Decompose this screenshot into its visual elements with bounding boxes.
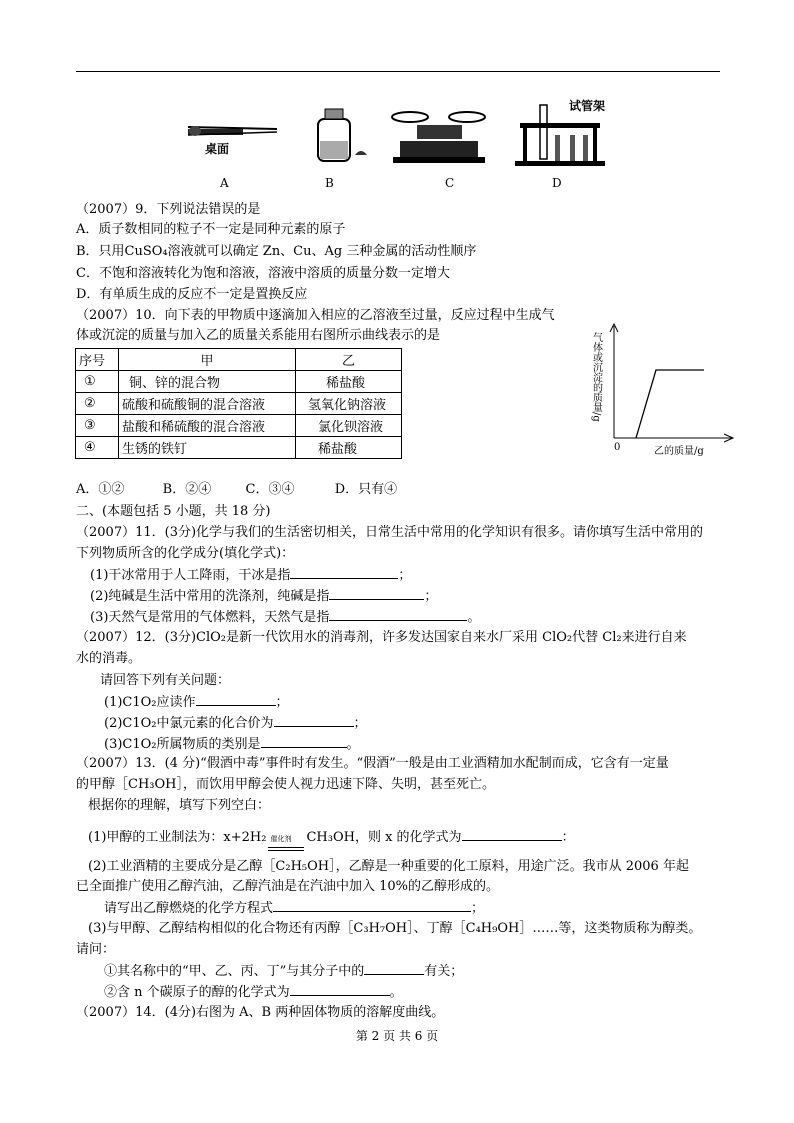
q10-options bbox=[76, 481, 397, 499]
q10-stem-2: 体或沉淀的质量与加入乙的质量关系能用右图所示曲线表示的是 bbox=[76, 328, 441, 343]
figure-label-d: D bbox=[552, 176, 562, 190]
q13-item-2-line-2: 已全面推广使用乙醇汽油，乙醇汽油是在汽油中加入 10%的乙醇形成的。 bbox=[76, 879, 500, 894]
q13-item-2-line-3 bbox=[104, 899, 484, 918]
figure-b-drawing bbox=[318, 109, 367, 161]
q13-line-2: 的甲醇［CH₃OH］，而饮用甲醇会使人视力迅速下降、失明，甚至死亡。 bbox=[76, 777, 495, 792]
answer-blank[interactable] bbox=[261, 735, 347, 748]
q13-item-2-line-1: (2)工业酒精的主要成分是乙醇［C₂H₅OH］，乙醇是一种重要的化工原料，用途广泛。我市从 2006 年起 bbox=[88, 859, 689, 874]
q14-stem: （2007）14．(4分)右图为 A、B 两种固体物质的溶解度曲线。 bbox=[76, 1005, 445, 1020]
table-cell: ④ bbox=[76, 437, 119, 459]
table-cell: 硫酸和硫酸铜的混合溶液 bbox=[119, 393, 296, 415]
mass-curve bbox=[636, 370, 704, 438]
q9-option-d: D．有单质生成的反应不一定是置换反应 bbox=[76, 287, 308, 302]
q12-item-1 bbox=[104, 693, 289, 712]
semicolon: ； bbox=[424, 589, 438, 604]
answer-blank[interactable] bbox=[273, 899, 471, 912]
q13-line-3: 根据你的理解，填写下列空白： bbox=[88, 798, 271, 813]
table-cell: 铜、锌的混合物 bbox=[119, 371, 296, 393]
chart-xlabel: 乙的质量/g bbox=[654, 446, 704, 457]
semicolon: ； bbox=[353, 716, 367, 731]
q11-item-1 bbox=[90, 566, 411, 585]
q11-item-3 bbox=[90, 608, 480, 627]
q10-option-c: C．③④ bbox=[245, 482, 295, 497]
q13-item-3-text-a: ①其名称中的“甲、乙、丙、丁”与其分子中的 bbox=[104, 964, 365, 979]
header-rule bbox=[76, 71, 720, 72]
q10-option-b: B．②④ bbox=[162, 482, 212, 497]
q12-item-2-text: (2)C1O₂中氯元素的化合价为 bbox=[104, 716, 274, 731]
table-row bbox=[76, 415, 402, 437]
q11-item-2 bbox=[90, 587, 437, 606]
table-header-row bbox=[76, 349, 402, 371]
q10-stem-1: （2007）10．向下表的甲物质中逐滴加入相应的乙溶液至过量，反应过程中生成气 bbox=[76, 308, 555, 323]
q12-line-3: 请回答下列有关问题： bbox=[100, 673, 231, 688]
page-footer: 第 2 页 共 6 页 bbox=[355, 1029, 439, 1043]
q9-option-c: C．不饱和溶液转化为饱和溶液，溶液中溶质的质量分数一定增大 bbox=[76, 266, 450, 281]
q12-line-1: （2007）12．(3分)ClO₂是新一代饮用水的消毒剂，许多发达国家自来水厂采用 ClO₂代替 Cl₂来进行自来 bbox=[76, 630, 687, 645]
table-cell: 盐酸和稀硫酸的混合溶液 bbox=[119, 415, 296, 437]
q11-line-2: 下列物质所含的化学成分(填化学式)： bbox=[76, 546, 295, 561]
apparatus-drawings bbox=[185, 105, 625, 170]
figure-a-text: 桌面 bbox=[205, 142, 230, 156]
chart-origin: 0 bbox=[614, 442, 621, 453]
answer-blank[interactable] bbox=[462, 828, 562, 841]
q10-option-d: D．只有④ bbox=[334, 482, 398, 497]
q13-item-3-line-3 bbox=[104, 962, 463, 981]
q9-stem: （2007）9．下列说法错误的是 bbox=[76, 202, 261, 217]
table-cell: 生锈的铁钉 bbox=[119, 437, 296, 459]
q13-item-1-text-a: (1)甲醇的工业制法为：x+2H₂ bbox=[88, 830, 267, 845]
q13-line-1: （2007）13．(4 分)“假酒中毒”事件时有发生。“假酒”一般是由工业酒精加水配制而成，它含有一定量 bbox=[76, 756, 669, 771]
answer-blank[interactable] bbox=[290, 983, 390, 996]
section-2-heading: 二、(本题包括 5 小题，共 18 分) bbox=[76, 504, 271, 519]
table-row bbox=[76, 393, 402, 415]
figure-d-drawing bbox=[515, 105, 605, 166]
table-header-cell: 序号 bbox=[76, 349, 119, 371]
colon: ： bbox=[561, 830, 575, 845]
q13-item-2-text: 请写出乙醇燃烧的化学方程式 bbox=[104, 901, 274, 916]
figure-label-c: C bbox=[445, 176, 455, 190]
period: 。 bbox=[389, 985, 403, 1000]
q9-option-b: B．只用CuSO₄溶液就可以确定 Zn、Cu、Ag 三种金属的活动性顺序 bbox=[76, 244, 477, 259]
q12-line-2: 水的消毒。 bbox=[76, 651, 142, 666]
table-cell: ① bbox=[76, 371, 119, 393]
q11-line-1: （2007）11．(3分)化学与我们的生活密切相关，日常生活中常用的化学知识有很多。请你填写生活中常用的 bbox=[76, 525, 704, 540]
table-cell: 稀盐酸 bbox=[296, 437, 402, 459]
q12-item-2 bbox=[104, 714, 367, 733]
answer-blank[interactable] bbox=[290, 566, 398, 579]
q9-option-a: A．质子数相同的粒子不一定是同种元素的原子 bbox=[76, 222, 346, 237]
figure-label-b: B bbox=[325, 176, 334, 190]
q12-item-3 bbox=[104, 735, 360, 754]
table-cell: 稀盐酸 bbox=[296, 371, 402, 393]
q13-item-3-line-2: 请问： bbox=[76, 942, 116, 957]
semicolon: ； bbox=[275, 695, 289, 710]
table-row bbox=[76, 437, 402, 459]
answer-blank[interactable] bbox=[196, 693, 276, 706]
q13-item-3-text-end: 有关； bbox=[424, 964, 464, 979]
period: 。 bbox=[467, 610, 481, 625]
q10-option-a: A．①② bbox=[76, 482, 125, 497]
table-cell: 氯化钡溶液 bbox=[296, 415, 402, 437]
q13-item-1 bbox=[88, 828, 575, 847]
table-header-cell: 乙 bbox=[296, 349, 402, 371]
chart-ylabel: 气体或沉淀的质量/g bbox=[590, 332, 602, 422]
semicolon: ； bbox=[398, 568, 412, 583]
q11-item-1-text: (1)干冰常用于人工降雨，干冰是指 bbox=[90, 568, 291, 583]
figure-d-text: 试管架 bbox=[569, 99, 606, 113]
answer-blank[interactable] bbox=[329, 587, 424, 600]
q13-item-3-line-4 bbox=[104, 983, 403, 1002]
period: 。 bbox=[346, 737, 360, 752]
q12-item-3-text: (3)C1O₂所属物质的类别是 bbox=[104, 737, 261, 752]
q10-table bbox=[75, 348, 402, 459]
answer-blank[interactable] bbox=[274, 714, 354, 727]
q10-curve-chart bbox=[592, 318, 742, 458]
figure-label-a: A bbox=[220, 176, 229, 190]
table-cell: 氢氧化钠溶液 bbox=[296, 393, 402, 415]
q13-item-3-line-1: (3)与甲醇、乙醇结构相似的化合物还有丙醇［C₃H₇OH］、丁醇［C₄H₉OH］……等，这类物质称为醇类。 bbox=[88, 921, 702, 936]
answer-blank[interactable] bbox=[329, 608, 467, 621]
table-cell: ③ bbox=[76, 415, 119, 437]
q13-item-3-text-b: ②含 n 个碳原子的醇的化学式为 bbox=[104, 985, 290, 1000]
table-row bbox=[76, 371, 402, 393]
answer-blank[interactable] bbox=[364, 962, 424, 975]
q11-item-2-text: (2)纯碱是生活中常用的洗涤剂，纯碱是指 bbox=[90, 589, 330, 604]
table-cell: ② bbox=[76, 393, 119, 415]
semicolon: ； bbox=[471, 901, 485, 916]
figure-a-drawing bbox=[188, 126, 277, 136]
q13-item-1-text-b: CH₃OH，则 x 的化学式为 bbox=[306, 830, 462, 845]
figure-c-drawing bbox=[392, 112, 485, 163]
reaction-condition: 催化剂 bbox=[270, 835, 292, 843]
table-header-cell: 甲 bbox=[119, 349, 296, 371]
q11-item-3-text: (3)天然气是常用的气体燃料，天然气是指 bbox=[90, 610, 330, 625]
q12-item-1-text: (1)C1O₂应读作 bbox=[104, 695, 196, 710]
